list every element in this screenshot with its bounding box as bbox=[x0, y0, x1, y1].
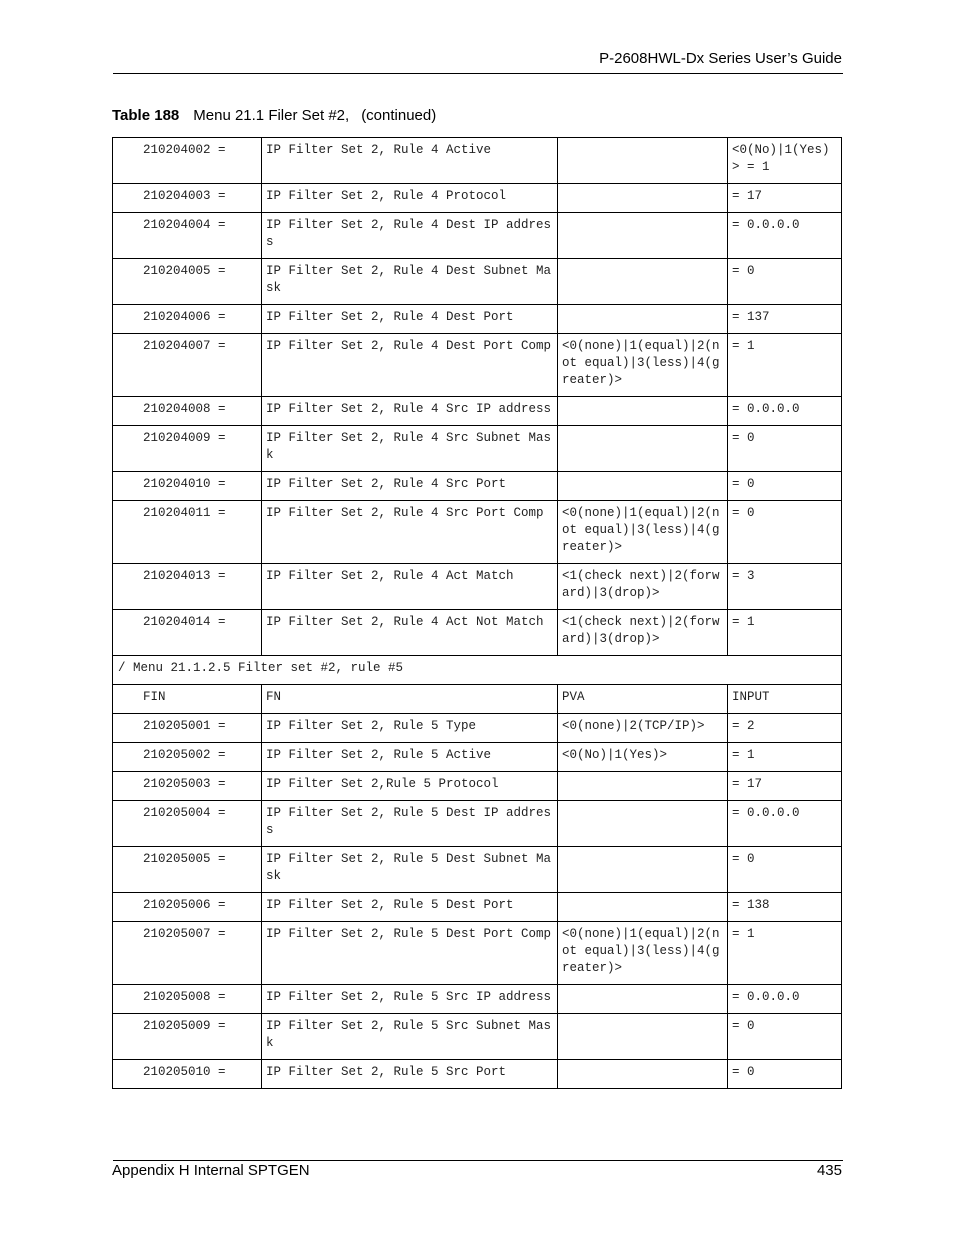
table-section-header bbox=[113, 656, 842, 714]
table-row bbox=[113, 138, 842, 184]
cell-fn: IP Filter Set 2, Rule 5 Src Subnet Mask bbox=[262, 1014, 558, 1060]
cell-fn: IP Filter Set 2, Rule 4 Dest Port bbox=[262, 305, 558, 334]
cell-input: = 1 bbox=[728, 922, 842, 985]
cell-fin: 210204003 = bbox=[113, 184, 262, 213]
cell-input: = 1 bbox=[728, 743, 842, 772]
cell-fin: 210204002 = bbox=[113, 138, 262, 184]
table-row bbox=[113, 1014, 842, 1060]
table-body-rule-5 bbox=[113, 714, 842, 1089]
table-row bbox=[113, 985, 842, 1014]
cell-pva bbox=[558, 259, 728, 305]
cell-input: = 0 bbox=[728, 847, 842, 893]
section-title-row bbox=[113, 656, 842, 685]
footer-divider bbox=[113, 1160, 843, 1161]
cell-fin: 210205009 = bbox=[113, 1014, 262, 1060]
cell-fn: IP Filter Set 2, Rule 4 Act Not Match bbox=[262, 610, 558, 656]
cell-input: = 138 bbox=[728, 893, 842, 922]
cell-fn: IP Filter Set 2, Rule 4 Protocol bbox=[262, 184, 558, 213]
footer-page-number: 435 bbox=[816, 1162, 842, 1179]
cell-input: = 0.0.0.0 bbox=[728, 213, 842, 259]
cell-fin: 210204005 = bbox=[113, 259, 262, 305]
cell-fin: 210205005 = bbox=[113, 847, 262, 893]
table-caption-label: Table 188 bbox=[112, 107, 180, 124]
cell-fn: IP Filter Set 2, Rule 5 Dest IP address bbox=[262, 801, 558, 847]
cell-input: = 0.0.0.0 bbox=[728, 397, 842, 426]
running-header-title: P-2608HWL-Dx Series User’s Guide bbox=[599, 50, 842, 67]
cell-input: = 0 bbox=[728, 259, 842, 305]
cell-fin: 210205010 = bbox=[113, 1060, 262, 1089]
cell-fn: IP Filter Set 2, Rule 4 Src Port bbox=[262, 472, 558, 501]
cell-fin: 210204011 = bbox=[113, 501, 262, 564]
cell-fn: IP Filter Set 2, Rule 4 Src IP address bbox=[262, 397, 558, 426]
cell-pva: <0(No)|1(Yes)> bbox=[558, 743, 728, 772]
cell-pva: <0(none)|1(equal)|2(not equal)|3(less)|4(greater)> bbox=[558, 922, 728, 985]
cell-fn: IP Filter Set 2, Rule 5 Dest Port Comp bbox=[262, 922, 558, 985]
table-row bbox=[113, 564, 842, 610]
cell-input: = 2 bbox=[728, 714, 842, 743]
sptgen-table bbox=[112, 137, 842, 1089]
table-row bbox=[113, 743, 842, 772]
column-header-pva: PVA bbox=[558, 685, 728, 714]
cell-pva bbox=[558, 213, 728, 259]
cell-fn: IP Filter Set 2, Rule 5 Src Port bbox=[262, 1060, 558, 1089]
cell-fin: 210204013 = bbox=[113, 564, 262, 610]
cell-pva bbox=[558, 138, 728, 184]
cell-pva bbox=[558, 184, 728, 213]
cell-fn: IP Filter Set 2, Rule 5 Src IP address bbox=[262, 985, 558, 1014]
cell-fin: 210205007 = bbox=[113, 922, 262, 985]
cell-pva bbox=[558, 801, 728, 847]
table-row bbox=[113, 922, 842, 985]
cell-fin: 210204004 = bbox=[113, 213, 262, 259]
cell-pva bbox=[558, 472, 728, 501]
header-divider bbox=[113, 73, 843, 74]
cell-fin: 210204009 = bbox=[113, 426, 262, 472]
cell-fin: 210205008 = bbox=[113, 985, 262, 1014]
cell-pva: <0(none)|2(TCP/IP)> bbox=[558, 714, 728, 743]
cell-pva bbox=[558, 893, 728, 922]
cell-fin: 210204010 = bbox=[113, 472, 262, 501]
cell-pva: <0(none)|1(equal)|2(not equal)|3(less)|4(greater)> bbox=[558, 501, 728, 564]
cell-input: <0(No)|1(Yes)> = 1 bbox=[728, 138, 842, 184]
cell-fin: 210204008 = bbox=[113, 397, 262, 426]
cell-input: = 0 bbox=[728, 501, 842, 564]
cell-input: = 17 bbox=[728, 184, 842, 213]
cell-pva bbox=[558, 305, 728, 334]
cell-pva bbox=[558, 397, 728, 426]
column-header-fn: FN bbox=[262, 685, 558, 714]
cell-pva: <1(check next)|2(forward)|3(drop)> bbox=[558, 610, 728, 656]
table-row bbox=[113, 259, 842, 305]
section-title: / Menu 21.1.2.5 Filter set #2, rule #5 bbox=[113, 656, 842, 685]
table-row bbox=[113, 847, 842, 893]
cell-pva bbox=[558, 426, 728, 472]
cell-input: = 137 bbox=[728, 305, 842, 334]
table-row bbox=[113, 714, 842, 743]
cell-fn: IP Filter Set 2, Rule 5 Type bbox=[262, 714, 558, 743]
cell-pva: <1(check next)|2(forward)|3(drop)> bbox=[558, 564, 728, 610]
table-row bbox=[113, 184, 842, 213]
cell-fn: IP Filter Set 2, Rule 4 Act Match bbox=[262, 564, 558, 610]
footer-section-title: Appendix H Internal SPTGEN bbox=[112, 1162, 310, 1179]
cell-fin: 210205006 = bbox=[113, 893, 262, 922]
cell-fn: IP Filter Set 2, Rule 4 Src Port Comp bbox=[262, 501, 558, 564]
cell-input: = 0 bbox=[728, 1060, 842, 1089]
table-row bbox=[113, 472, 842, 501]
cell-pva bbox=[558, 1014, 728, 1060]
cell-pva: <0(none)|1(equal)|2(not equal)|3(less)|4(greater)> bbox=[558, 334, 728, 397]
cell-fn: IP Filter Set 2, Rule 5 Dest Port bbox=[262, 893, 558, 922]
cell-fn: IP Filter Set 2, Rule 4 Dest Port Comp bbox=[262, 334, 558, 397]
cell-pva bbox=[558, 847, 728, 893]
cell-fin: 210204006 = bbox=[113, 305, 262, 334]
cell-fn: IP Filter Set 2, Rule 4 Src Subnet Mask bbox=[262, 426, 558, 472]
table-row bbox=[113, 397, 842, 426]
cell-pva bbox=[558, 1060, 728, 1089]
cell-input: = 1 bbox=[728, 610, 842, 656]
table-caption-title: Menu 21.1 Filer Set #2, bbox=[193, 107, 350, 124]
cell-input: = 0 bbox=[728, 426, 842, 472]
cell-input: = 0.0.0.0 bbox=[728, 801, 842, 847]
cell-input: = 0 bbox=[728, 1014, 842, 1060]
cell-pva bbox=[558, 772, 728, 801]
cell-fn: IP Filter Set 2, Rule 4 Active bbox=[262, 138, 558, 184]
cell-input: = 17 bbox=[728, 772, 842, 801]
cell-fin: 210205004 = bbox=[113, 801, 262, 847]
table-row bbox=[113, 772, 842, 801]
cell-fn: IP Filter Set 2, Rule 4 Dest Subnet Mask bbox=[262, 259, 558, 305]
table-row bbox=[113, 213, 842, 259]
column-header-fin: FIN bbox=[113, 685, 262, 714]
table-row bbox=[113, 801, 842, 847]
cell-fin: 210204014 = bbox=[113, 610, 262, 656]
column-header-row bbox=[113, 685, 842, 714]
cell-input: = 0.0.0.0 bbox=[728, 985, 842, 1014]
cell-fn: IP Filter Set 2, Rule 4 Dest IP address bbox=[262, 213, 558, 259]
table-row bbox=[113, 501, 842, 564]
table-row bbox=[113, 1060, 842, 1089]
table-row bbox=[113, 305, 842, 334]
column-header-input: INPUT bbox=[728, 685, 842, 714]
cell-fin: 210205002 = bbox=[113, 743, 262, 772]
table-caption-continued: (continued) bbox=[361, 107, 437, 124]
table-caption bbox=[112, 107, 436, 124]
cell-fin: 210205001 = bbox=[113, 714, 262, 743]
cell-fn: IP Filter Set 2, Rule 5 Dest Subnet Mask bbox=[262, 847, 558, 893]
cell-pva bbox=[558, 985, 728, 1014]
table-body-rule-4 bbox=[113, 138, 842, 656]
cell-input: = 1 bbox=[728, 334, 842, 397]
table-row bbox=[113, 610, 842, 656]
table-row bbox=[113, 893, 842, 922]
table-row bbox=[113, 334, 842, 397]
cell-fin: 210204007 = bbox=[113, 334, 262, 397]
cell-input: = 0 bbox=[728, 472, 842, 501]
cell-input: = 3 bbox=[728, 564, 842, 610]
table-row bbox=[113, 426, 842, 472]
cell-fin: 210205003 = bbox=[113, 772, 262, 801]
cell-fn: IP Filter Set 2,Rule 5 Protocol bbox=[262, 772, 558, 801]
cell-fn: IP Filter Set 2, Rule 5 Active bbox=[262, 743, 558, 772]
